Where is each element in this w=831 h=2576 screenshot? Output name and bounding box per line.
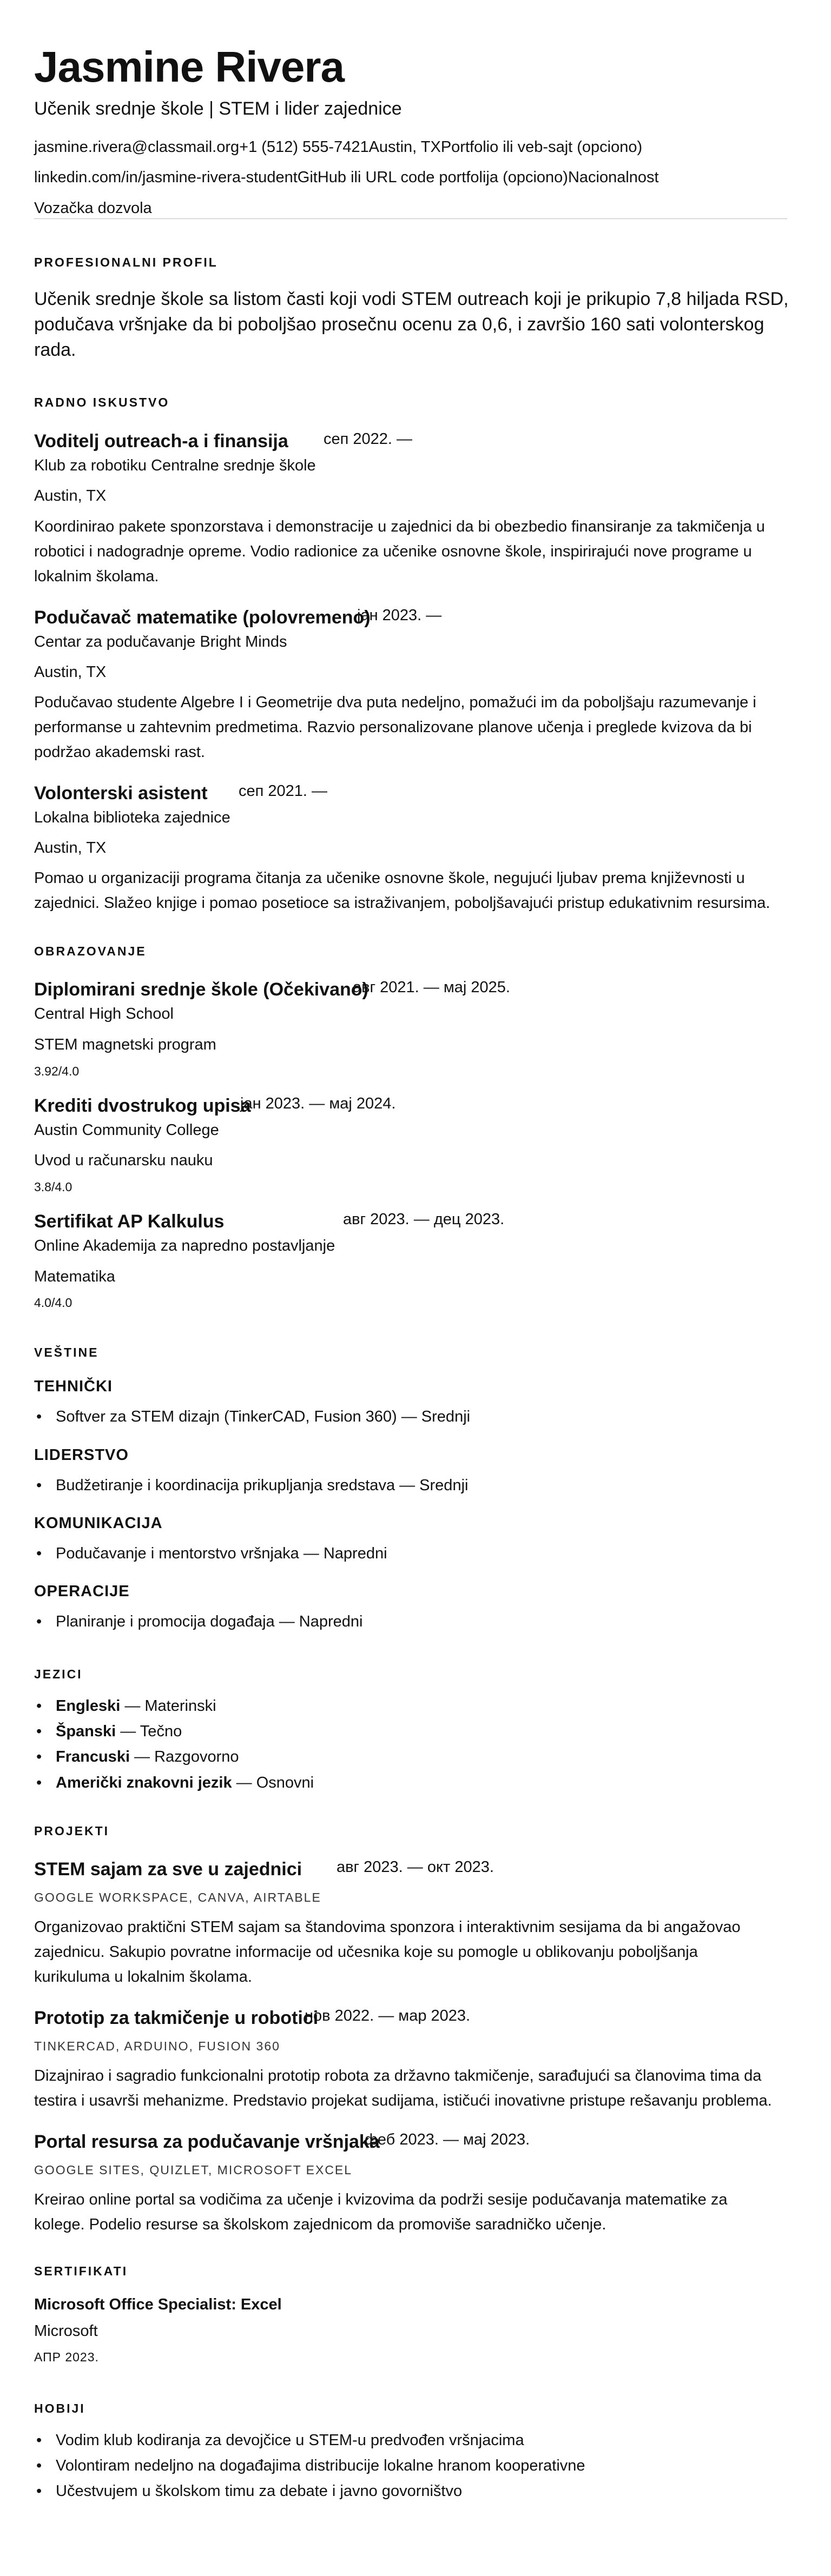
project-description-line: Kreirao online portal sa vodičima za učenje i kvizovima da podrži sesije podučavanja matematike za <box>34 2191 728 2208</box>
job-description-line: Pomao u organizaciji programa čitanja za učenike osnovne škole, negujući ljubav prema književnosti u <box>34 869 745 887</box>
education-date: авг 2021. — мај 2025. <box>353 979 510 996</box>
language-name: Francuski <box>56 1748 130 1765</box>
education-program: Matematika <box>34 1268 115 1285</box>
project-description-line: Organizovao praktični STEM sajam sa štandovima sponzora i interaktivnim sesijama da bi angažovao <box>34 1918 741 1936</box>
language-name: Engleski <box>56 1697 121 1715</box>
skill-group-name: TEHNIČKI <box>34 1378 113 1395</box>
language-name: Američki znakovni jezik <box>56 1774 232 1791</box>
job-description-line: robotici i nadogradnje opreme. Vodio radionice za učenike osnovne škole, inspirirajući nove programe u <box>34 543 752 560</box>
section-heading-hobbies: HOBIJI <box>34 2401 85 2415</box>
project-date: феб 2023. — мај 2023. <box>365 2131 530 2148</box>
section-heading-skills: VEŠTINE <box>34 1345 99 1359</box>
education-title: Krediti dvostrukog upisa <box>34 1096 251 1116</box>
job-title: Voditelj outreach-a i finansija <box>34 431 288 452</box>
section-heading-experience: RADNO ISKUSTVO <box>34 395 170 409</box>
job-location: Austin, TX <box>34 487 107 504</box>
section-heading-certificates: SERTIFIKATI <box>34 2264 128 2278</box>
language-item <box>34 1698 216 1714</box>
language-level: — Osnovni <box>232 1774 314 1791</box>
skill-group-name: KOMUNIKACIJA <box>34 1515 163 1532</box>
profile-summary-line-3: rada. <box>34 340 76 360</box>
job-description-line: zajednici. Slažeo knjige i pomao posetioce sa istraživanjem, poboljšavajući pristup edukativnim resursima. <box>34 894 770 912</box>
project-tools: GOOGLE SITES, QUIZLET, MICROSOFT EXCEL <box>34 2163 353 2177</box>
job-title: Volonterski asistent <box>34 783 208 804</box>
section-heading-projects: PROJEKTI <box>34 1824 110 1838</box>
contact-line-3: Vozačka dozvola <box>34 200 152 217</box>
profile-summary-line-1: Učenik srednje škole sa listom časti koji vodi STEM outreach koji je prikupio 7,8 hiljada RSD, <box>34 289 789 309</box>
profile-summary-line-2: podučava vršnjake da bi poboljšao prosečnu ocenu za 0,6, i završio 160 sati volonterskog <box>34 314 764 335</box>
job-description-line: podržao akademski rast. <box>34 743 205 761</box>
language-item <box>34 1724 182 1740</box>
certificate-title: Microsoft Office Specialist: Excel <box>34 2296 282 2313</box>
education-school: Online Akademija za napredno postavljanje <box>34 1237 335 1254</box>
education-gpa: 3.92/4.0 <box>34 1064 80 1078</box>
skill-item: • Podučavanje i mentorstvo vršnjaka — Napredni <box>34 1546 387 1562</box>
education-date: јан 2023. — мај 2024. <box>240 1095 396 1112</box>
project-date: нов 2022. — мар 2023. <box>305 2007 471 2024</box>
candidate-tagline: Učenik srednje škole | STEM i lider zajednice <box>34 98 402 119</box>
education-program: Uvod u računarsku nauku <box>34 1152 213 1169</box>
job-description-line: performanse u zahtevnim predmetima. Razvio personalizovane planove učenja i preglede kvizova da bi <box>34 719 752 736</box>
section-heading-languages: JEZICI <box>34 1667 83 1681</box>
hobby-item: • Volontiram nedeljno na događajima distribucije lokalne hranom kooperativne <box>34 2458 585 2474</box>
hobby-item: • Učestvujem u školskom timu za debate i javno govorništvo <box>34 2484 462 2499</box>
project-description-line: zajednicu. Sakupio povratne informacije od učesnika koje su pomogle u oblikovanju poboljšanja <box>34 1943 698 1961</box>
education-title: Sertifikat AP Kalkulus <box>34 1211 225 1232</box>
section-heading-profile: PROFESIONALNI PROFIL <box>34 255 218 269</box>
education-gpa: 4.0/4.0 <box>34 1296 72 1310</box>
project-description-line: kurikuluma u lokalnim školama. <box>34 1968 252 1986</box>
language-level: — Tečno <box>116 1723 182 1740</box>
education-title: Diplomirani srednje škole (Očekivano) <box>34 979 368 1000</box>
job-location: Austin, TX <box>34 839 107 857</box>
project-tools: GOOGLE WORKSPACE, CANVA, AIRTABLE <box>34 1890 321 1904</box>
skill-item: • Softver za STEM dizajn (TinkerCAD, Fusion 360) — Srednji <box>34 1409 470 1425</box>
project-title: Portal resursa za podučavanje vršnjaka <box>34 2132 380 2152</box>
skill-item: • Budžetiranje i koordinacija prikupljanja sredstava — Srednji <box>34 1478 468 1493</box>
hobby-item: • Vodim klub kodiranja za devojčice u STEM-u predvođen vršnjacima <box>34 2433 524 2448</box>
skill-group-name: LIDERSTVO <box>34 1446 129 1464</box>
contact-line-1: jasmine.rivera@classmail.org+1 (512) 555-7421Austin, TXPortfolio ili veb-sajt (opciono) <box>34 138 643 156</box>
contact-line-2: linkedin.com/in/jasmine-rivera-studentGitHub ili URL code portfolija (opciono)Nacionalnost <box>34 169 659 186</box>
project-title: Prototip za takmičenje u robotici <box>34 2008 319 2028</box>
job-date: јан 2023. — <box>357 607 442 624</box>
language-name: Španski <box>56 1723 116 1740</box>
project-description-line: Dizajnirao i sagradio funkcionalni prototip robota za državno takmičenje, sarađujući sa članovima tima da <box>34 2067 762 2084</box>
candidate-name: Jasmine Rivera <box>34 43 345 91</box>
job-description-line: Podučavao studente Algebre I i Geometrije dva puta nedeljno, pomažući im da poboljšaju razumevanje i <box>34 694 756 711</box>
project-tools: TINKERCAD, ARDUINO, FUSION 360 <box>34 2039 280 2053</box>
language-level: — Materinski <box>120 1697 216 1715</box>
language-level: — Razgovorno <box>130 1748 239 1765</box>
certificate-issuer: Microsoft <box>34 2322 98 2340</box>
language-item <box>34 1749 239 1765</box>
education-school: Central High School <box>34 1005 174 1023</box>
job-location: Austin, TX <box>34 663 107 681</box>
certificate-date: АПР 2023. <box>34 2350 99 2364</box>
project-title: STEM sajam za sve u zajednici <box>34 1859 302 1880</box>
project-date: авг 2023. — окт 2023. <box>337 1858 494 1876</box>
job-organization: Centar za podučavanje Bright Minds <box>34 633 287 650</box>
education-program: STEM magnetski program <box>34 1036 216 1053</box>
education-date: авг 2023. — дец 2023. <box>343 1211 505 1228</box>
job-organization: Lokalna biblioteka zajednice <box>34 809 230 826</box>
job-description-line: lokalnim školama. <box>34 568 159 585</box>
project-description-line: testira i usavrši mehanizme. Predstavio projekat sudijama, ističući inovativne pristupe rešavanju problema. <box>34 2092 772 2109</box>
job-description-line: Koordinirao pakete sponzorstava i demonstracije u zajednici da bi obezbedio finansiranje za takmičenja u <box>34 518 765 535</box>
language-item <box>34 1775 314 1791</box>
project-description-line: kolege. Podelio resurse sa školskom zajednicom da promoviše saradničko učenje. <box>34 2216 606 2233</box>
education-gpa: 3.8/4.0 <box>34 1180 72 1194</box>
job-title: Podučavač matematike (polovremeno) <box>34 607 371 628</box>
section-heading-education: OBRAZOVANJE <box>34 944 147 958</box>
job-organization: Klub za robotiku Centralne srednje škole <box>34 457 316 474</box>
education-school: Austin Community College <box>34 1121 219 1139</box>
job-date: сеп 2021. — <box>239 782 328 800</box>
job-date: сеп 2022. — <box>324 430 413 448</box>
header-divider <box>34 218 787 219</box>
skill-group-name: OPERACIJE <box>34 1583 130 1600</box>
skill-item: • Planiranje i promocija događaja — Napredni <box>34 1614 362 1630</box>
